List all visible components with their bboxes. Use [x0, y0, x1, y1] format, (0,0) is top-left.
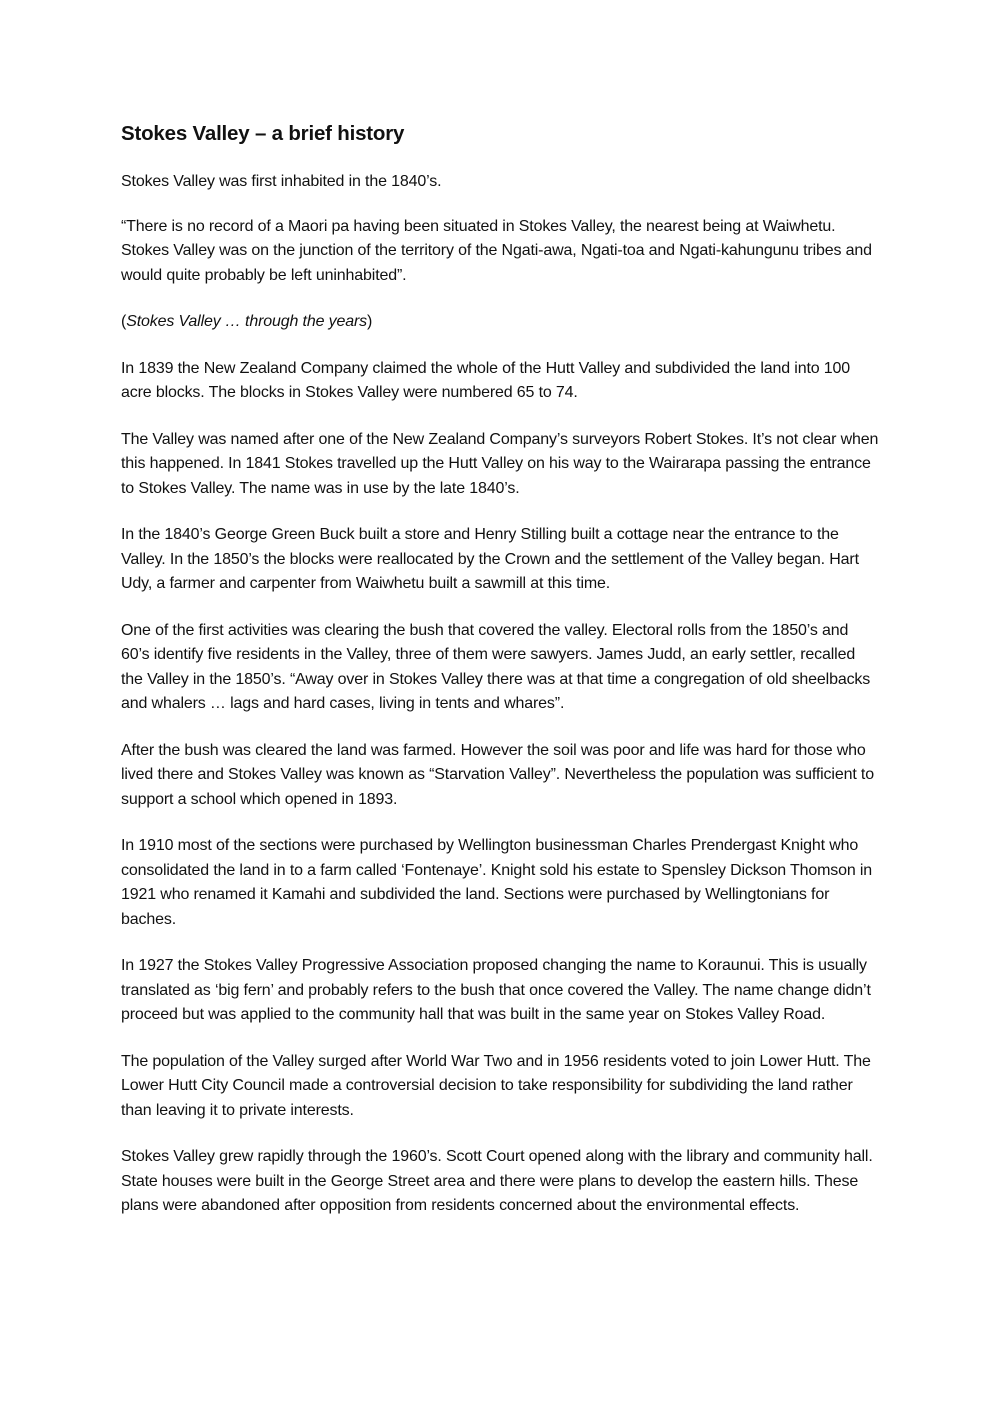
- paragraph-1840s-settlement: In the 1840’s George Green Buck built a store and Henry Stilling built a cottage near the entrance to the Valley. In the 1850’s the blocks were reallocated by the Crown and the settlement of the Valley began. Hart Udy, a farmer and carpenter from Waiwhetu built a sawmill at this time.: [121, 526, 859, 592]
- document-title: Stokes Valley – a brief history: [121, 122, 405, 145]
- citation-close: ): [367, 313, 373, 330]
- citation-title: Stokes Valley … through the years: [126, 313, 367, 330]
- intro-paragraph: Stokes Valley was first inhabited in the 1840’s.: [121, 173, 442, 190]
- document-page: [121, 122, 881, 1241]
- paragraph-post-war: The population of the Valley surged after World War Two and in 1956 residents voted to join Lower Hutt. The Lower Hutt City Council made a controversial decision to take responsibility for subdividing the land rather than leaving it to private interests.: [121, 1052, 871, 1119]
- paragraph-1839-company: In 1839 the New Zealand Company claimed the whole of the Hutt Valley and subdivided the land into 100 acre blocks. The blocks in Stokes Valley were numbered 65 to 74.: [121, 359, 851, 401]
- paragraph-naming: The Valley was named after one of the New Zealand Company’s surveyors Robert Stokes. It’s not clear when this happened. In 1841 Stokes travelled up the Hutt Valley on his way to the Wairarapa passing the entrance to Stokes Valley. The name was in use by the late 1840’s.: [121, 430, 879, 497]
- citation-open: (: [121, 313, 127, 330]
- citation-paragraph: [121, 310, 881, 335]
- quote-paragraph: “There is no record of a Maori pa having been situated in Stokes Valley, the nearest being at Waiwhetu. Stokes Valley was on the junction of the territory of the Ngati-awa, Ngati-toa and Ngati-kahungunu tribes and would quite probably be left uninhabited”.: [121, 217, 872, 284]
- paragraph-1927-naming: In 1927 the Stokes Valley Progressive Association proposed changing the name to Koraunui. This is usually translated as ‘big fern’ and probably refers to the bush that once covered the Valley. The name change didn’t proceed but was applied to the community hall that was built in the same year on Stokes Valley Road.: [121, 957, 871, 1023]
- paragraph-1910-purchase: In 1910 most of the sections were purchased by Wellington businessman Charles Prendergast Knight who consolidated the land in to a farm called ‘Fontenaye’. Knight sold his estate to Spensley Dickson Thomson in 1921 who renamed it Kamahi and subdivided the land. Sections were purchased by Wellingtonians for baches.: [121, 837, 873, 928]
- paragraph-1960s-growth: Stokes Valley grew rapidly through the 1960’s. Scott Court opened along with the library and community hall. State houses were built in the George Street area and there were plans to develop the eastern hills. These plans were abandoned after opposition from residents concerned about the environmental effects.: [121, 1148, 873, 1214]
- paragraph-bush-clearing: One of the first activities was clearing the bush that covered the valley. Electoral rolls from the 1850’s and 60’s identify five residents in the Valley, three of them were sawyers. James Judd, an early settler, recalled the Valley in the 1850’s. “Away over in Stokes Valley there was at that time a congregation of old sheelbacks and whalers … lags and hard cases, living in tents and whares”.: [121, 621, 871, 712]
- paragraph-farming: After the bush was cleared the land was farmed. However the soil was poor and life was hard for those who lived there and Stokes Valley was known as “Starvation Valley”. Nevertheless the population was sufficient to support a school which opened in 1893.: [121, 741, 874, 808]
